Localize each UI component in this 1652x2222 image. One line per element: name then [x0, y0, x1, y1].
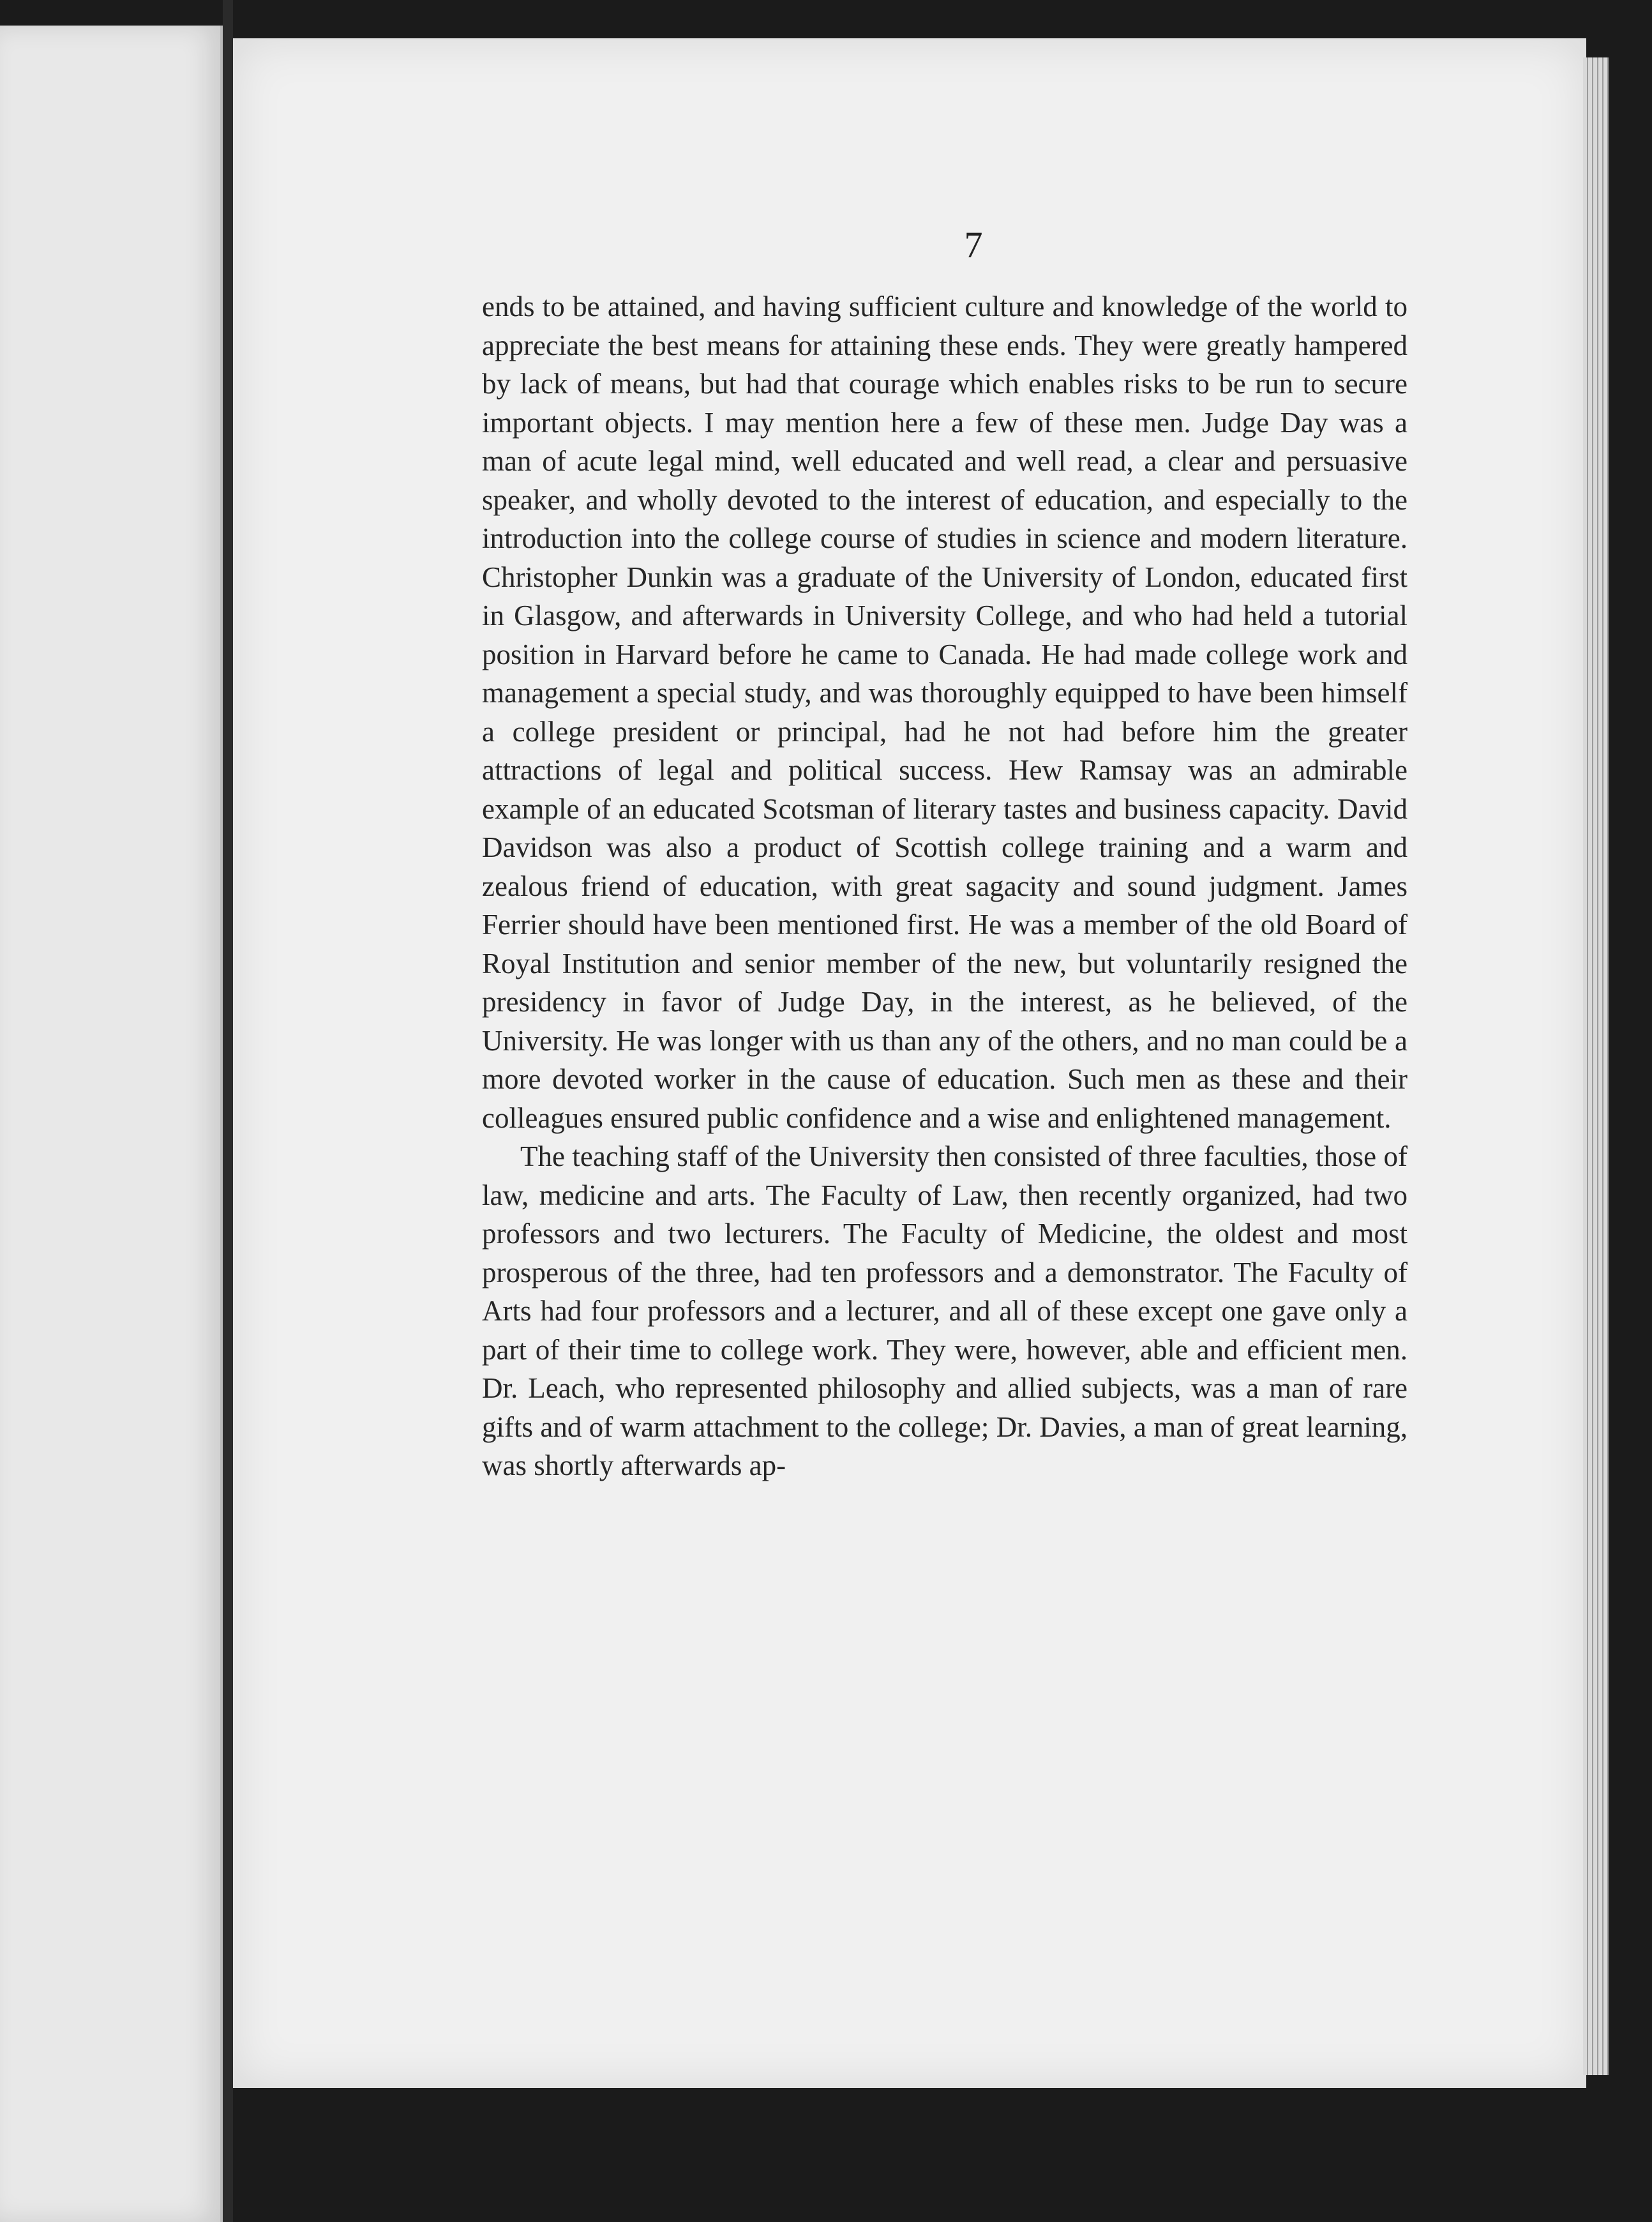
facing-page-left — [0, 26, 223, 2222]
book-gutter — [223, 0, 233, 2222]
page-body-text — [482, 287, 1408, 1485]
book-page — [233, 38, 1586, 2088]
paragraph-2: The teaching staff of the University then consisted of three faculties, those of law, medicine and arts. The Faculty of Law, then recently organized, had two professors and two lecturers. The Faculty of Medicine, the oldest and most prosperous of the three, had ten professors and a demonstrator. The Faculty of Arts had four professors and a lecturer, and all of these except one gave only a part of their time to college work. They were, however, able and efficient men. Dr. Leach, who represented philosophy and allied subjects, was a man of rare gifts and of warm attachment to the college; Dr. Davies, a man of great learning, was shortly afterwards ap- — [482, 1140, 1408, 1481]
page-number: 7 — [964, 224, 983, 266]
page-edges — [1583, 57, 1609, 2075]
paragraph-1: ends to be attained, and having sufficient culture and knowledge of the world to appreciate the best means for attaining these ends. They were greatly hampered by lack of means, but had that courage which enables risks to be run to secure important objects. I may mention here a few of these men. Judge Day was a man of acute legal mind, well educated and well read, a clear and persuasive speaker, and wholly devoted to the interest of education, and especially to the introduction into the college course of studies in science and modern literature. Christopher Dunkin was a graduate of the University of London, educated first in Glasgow, and afterwards in University College, and who had held a tutorial position in Harvard before he came to Canada. He had made college work and management a special study, and was thoroughly equipped to have been himself a college president or principal, had he not had before him the greater attractions of legal and political success. Hew Ramsay was an admirable example of an educated Scotsman of literary tastes and business capacity. David Davidson was also a product of Scottish college training and a warm and zealous friend of education, with great sagacity and sound judgment. James Ferrier should have been mentioned first. He was a member of the old Board of Royal Institution and senior member of the new, but voluntarily resigned the presidency in favor of Judge Day, in the interest, as he believed, of the University. He was longer with us than any of the others, and no man could be a more devoted worker in the cause of education. Such men as these and their colleagues ensured public confidence and a wise and enlightened management. — [482, 291, 1408, 1134]
